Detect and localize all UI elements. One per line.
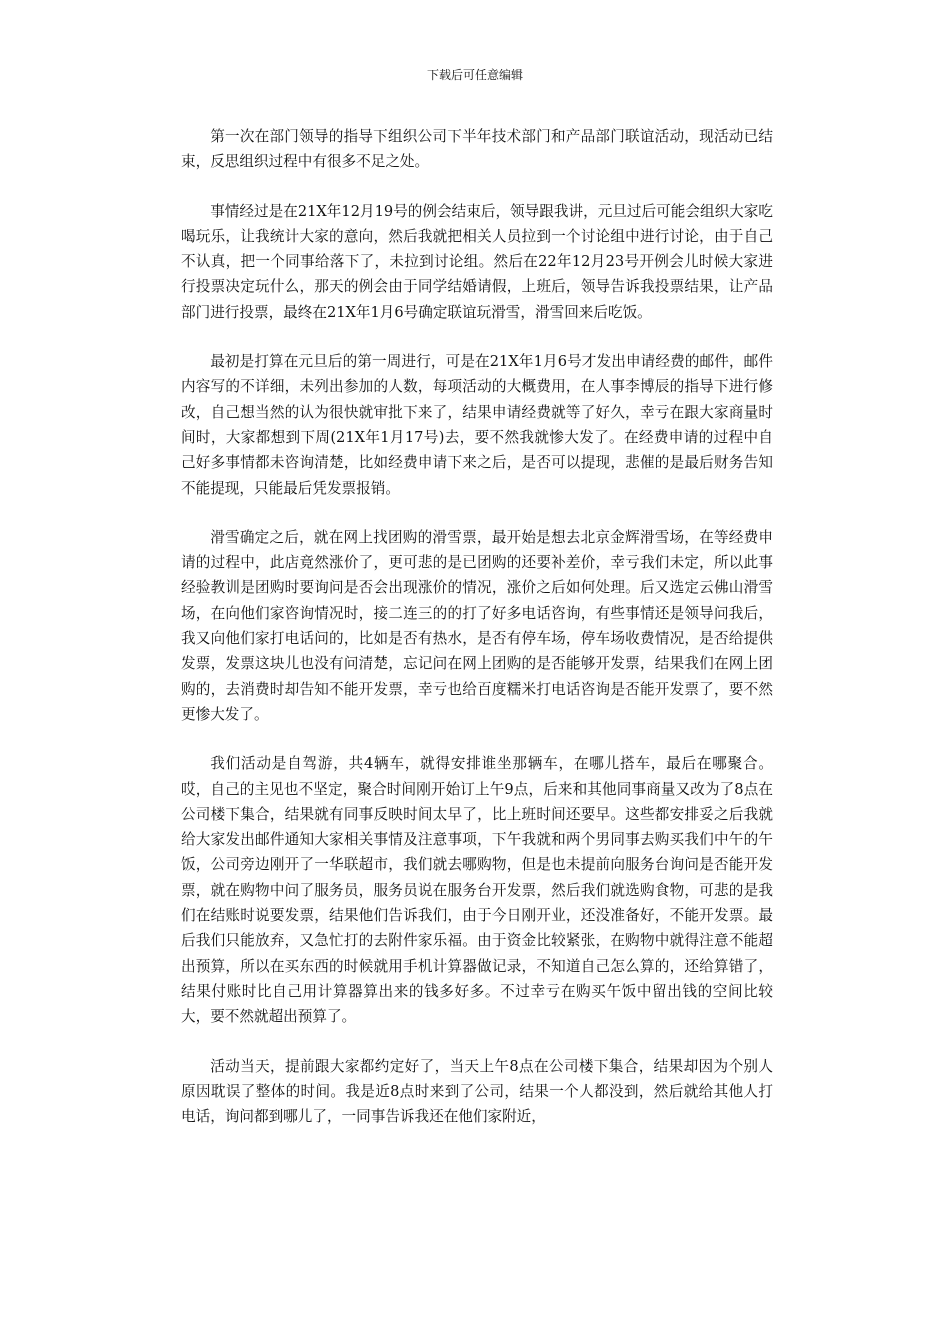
header-note: 下载后可任意编辑 [426, 68, 523, 82]
paragraph-budget: 最初是打算在元旦后的第一周进行，可是在21X年1月6号才发出申请经费的邮件，邮件内容写的不详细，未列出参加的人数，每项活动的大概费用，在人事李博辰的指导下进行修改，自己想当然的认为很快就审批下来了，结果申请经费就等了好久，幸亏在跟大家商量时间时，大家都想到下周(21X年1月17号)去，要不然我就惨大发了。在经费申请的过程中自己好多事情都未咨询清楚，比如经费申请下来之后，是否可以提现，悲催的是最后财务告知不能提现，只能最后凭发票报销。 [181, 353, 773, 497]
paragraph-event-day: 活动当天，提前跟大家都约定好了，当天上午8点在公司楼下集合，结果却因为个别人原因耽误了整体的时间。我是近8点时来到了公司，结果一个人都没到，然后就给其他人打电话，询问都到哪儿了，一同事告诉我还在他们家附近， [181, 1057, 773, 1126]
paragraph-background: 事情经过是在21X年12月19号的例会结束后，领导跟我讲，元旦过后可能会组织大家吃喝玩乐，让我统计大家的意向，然后我就把相关人员拉到一个讨论组中进行讨论，由于自己不认真，把一个同事给落下了，未拉到讨论组。然后在22年12月23号开例会儿时候大家进行投票决定玩什么，那天的例会由于同学结婚请假，上班后，领导告诉我投票结果，让产品部门进行投票，最终在21X年1月6号确定联谊玩滑雪，滑雪回来后吃饭。 [181, 202, 773, 321]
document-body [181, 124, 773, 1153]
paragraph-intro: 第一次在部门领导的指导下组织公司下半年技术部门和产品部门联谊活动，现活动已结束，反思组织过程中有很多不足之处。 [181, 128, 773, 171]
paragraph-tickets: 滑雪确定之后，就在网上找团购的滑雪票，最开始是想去北京金辉滑雪场，在等经费申请的过程中，此店竟然涨价了，更可悲的是已团购的还要补差价，幸亏我们未定，所以此事经验教训是团购时要询问是否会出现涨价的情况，涨价之后如何处理。后又选定云佛山滑雪场，在向他们家咨询情况时，接二连三的的打了好多电话咨询，有些事情还是领导问我后，我又向他们家打电话问的，比如是否有热水，是否有停车场，停车场收费情况，是否给提供发票，发票这块儿也没有问清楚，忘记问在网上团购的是否能够开发票，结果我们在网上团购的，去消费时却告知不能开发票，幸亏也给百度糯米打电话咨询是否能开发票了，要不然更惨大发了。 [181, 528, 773, 723]
paragraph-logistics: 我们活动是自驾游，共4辆车，就得安排谁坐那辆车，在哪儿搭车，最后在哪聚合。哎，自己的主见也不坚定，聚合时间刚开始订上午9点，后来和其他同事商量又改为了8点在公司楼下集合，结果就有同事反映时间太早了，比上班时间还要早。这些都安排妥之后我就给大家发出邮件通知大家相关事情及注意事项，下午我就和两个男同事去购买我们中午的午饭，公司旁边刚开了一华联超市，我们就去哪购物，但是也未提前向服务台询问是否能开发票，就在购物中问了服务员，服务员说在服务台开发票，然后我们就选购食物，可悲的是我们在结账时说要发票，结果他们告诉我们，由于今日刚开业，还没准备好，不能开发票。最后我们只能放弃，又急忙打的去附件家乐福。由于资金比较紧张，在购物中就得注意不能超出预算，所以在买东西的时候就用手机计算器做记录，不知道自己怎么算的，还给算错了，结果付账时比自己用计算器算出来的钱多好多。不过幸亏在购买午饭中留出钱的空间比较大，要不然就超出预算了。 [181, 755, 773, 1026]
